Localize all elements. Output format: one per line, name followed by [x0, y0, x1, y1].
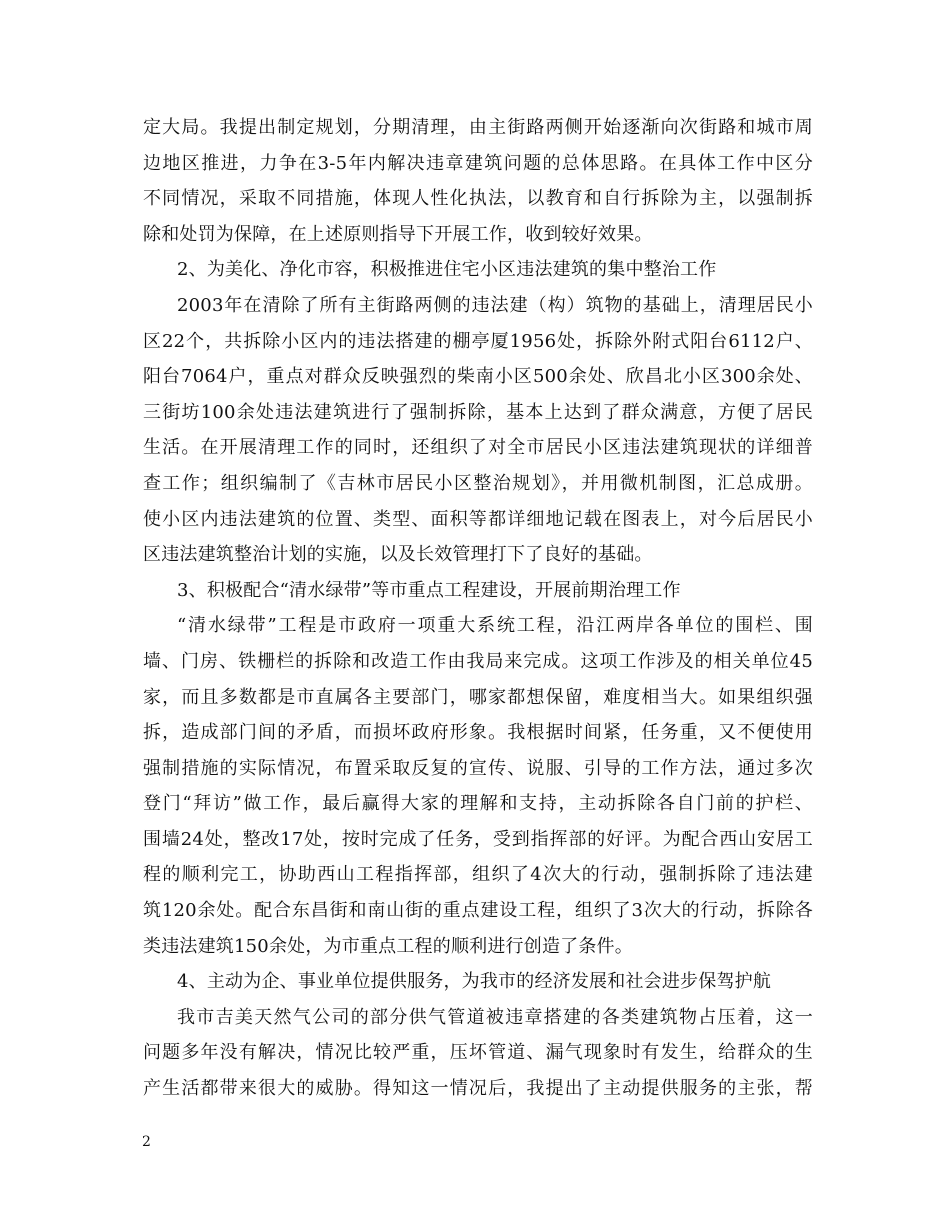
text-line: 类违法建筑150余处，为市重点工程的顺利进行创造了条件。	[143, 935, 633, 957]
text-line: 拆，造成部门间的矛盾，而损坏政府形象。我根据时间紧，任务重，又不便使用	[143, 722, 813, 744]
body-text	[143, 110, 813, 1107]
text-line: 登门“拜访”做工作，最后赢得大家的理解和支持，主动拆除各自门前的护栏、	[143, 793, 813, 815]
section-heading-3: 3、积极配合“清水绿带”等市重点工程建设，开展前期治理工作	[177, 579, 681, 601]
text-line: 我市吉美天然气公司的部分供气管道被违章搭建的各类建筑物占压着，这一	[177, 1006, 813, 1028]
text-line: 墙、门房、铁栅栏的拆除和改造工作由我局来完成。这项工作涉及的相关单位45	[143, 650, 813, 672]
text-line: 产生活都带来很大的威胁。得知这一情况后，我提出了主动提供服务的主张，帮	[143, 1078, 813, 1100]
text-line: 定大局。我提出制定规划，分期清理，由主街路两侧开始逐渐向次街路和城市周	[143, 117, 813, 138]
text-line: 强制措施的实际情况，布置采取反复的宣传、说服、引导的工作方法，通过多次	[143, 757, 813, 779]
section-heading-4: 4、主动为企、事业单位提供服务，为我市的经济发展和社会进步保驾护航	[177, 971, 772, 993]
text-line: 问题多年没有解决，情况比较严重，压坏管道、漏气现象时有发生，给群众的生	[143, 1042, 813, 1064]
text-line: 区违法建筑整治计划的实施，以及长效管理打下了良好的基础。	[143, 544, 653, 566]
text-line: 区22个，共拆除小区内的违法搭建的棚亭厦1956处，拆除外附式阳台6112户、	[143, 330, 813, 352]
text-line: 三街坊100余处违法建筑进行了强制拆除，基本上达到了群众满意，方便了居民	[143, 401, 813, 423]
text-line: 2003年在清除了所有主街路两侧的违法建（构）筑物的基础上，清理居民小	[177, 294, 813, 316]
text-line: 家，而且多数都是市直属各主要部门，哪家都想保留，难度相当大。如果组织强	[143, 686, 813, 708]
text-line: “清水绿带”工程是市政府一项重大系统工程，沿江两岸各单位的围栏、围	[177, 615, 813, 637]
text-line: 使小区内违法建筑的位置、类型、面积等都详细地记载在图表上，对今后居民小	[143, 508, 813, 530]
text-line: 筑120余处。配合东昌街和南山街的重点建设工程，组织了3次大的行动，拆除各	[143, 900, 813, 922]
text-line: 不同情况，采取不同措施，体现人性化执法，以教育和自行拆除为主，以强制拆	[143, 188, 813, 210]
text-line: 围墙24处，整改17处，按时完成了任务，受到指挥部的好评。为配合西山安居工	[143, 828, 813, 850]
text-line: 生活。在开展清理工作的同时，还组织了对全市居民小区违法建筑现状的详细普	[143, 437, 813, 459]
section-heading-2: 2、为美化、净化市容，积极推进住宅小区违法建筑的集中整治工作	[177, 259, 717, 281]
text-line: 除和处罚为保障，在上述原则指导下开展工作，收到较好效果。	[143, 223, 653, 245]
text-line: 查工作；组织编制了《吉林市居民小区整治规划》，并用微机制图，汇总成册。	[143, 472, 813, 494]
text-line: 程的顺利完工，协助西山工程指挥部，组织了4次大的行动，强制拆除了违法建	[143, 864, 813, 886]
text-line: 边地区推进，力争在3-5年内解决违章建筑问题的总体思路。在具体工作中区分	[143, 152, 813, 174]
text-line: 阳台7064户，重点对群众反映强烈的柴南小区500余处、欣昌北小区300余处、	[143, 366, 813, 388]
page-number: 2	[142, 1134, 151, 1150]
